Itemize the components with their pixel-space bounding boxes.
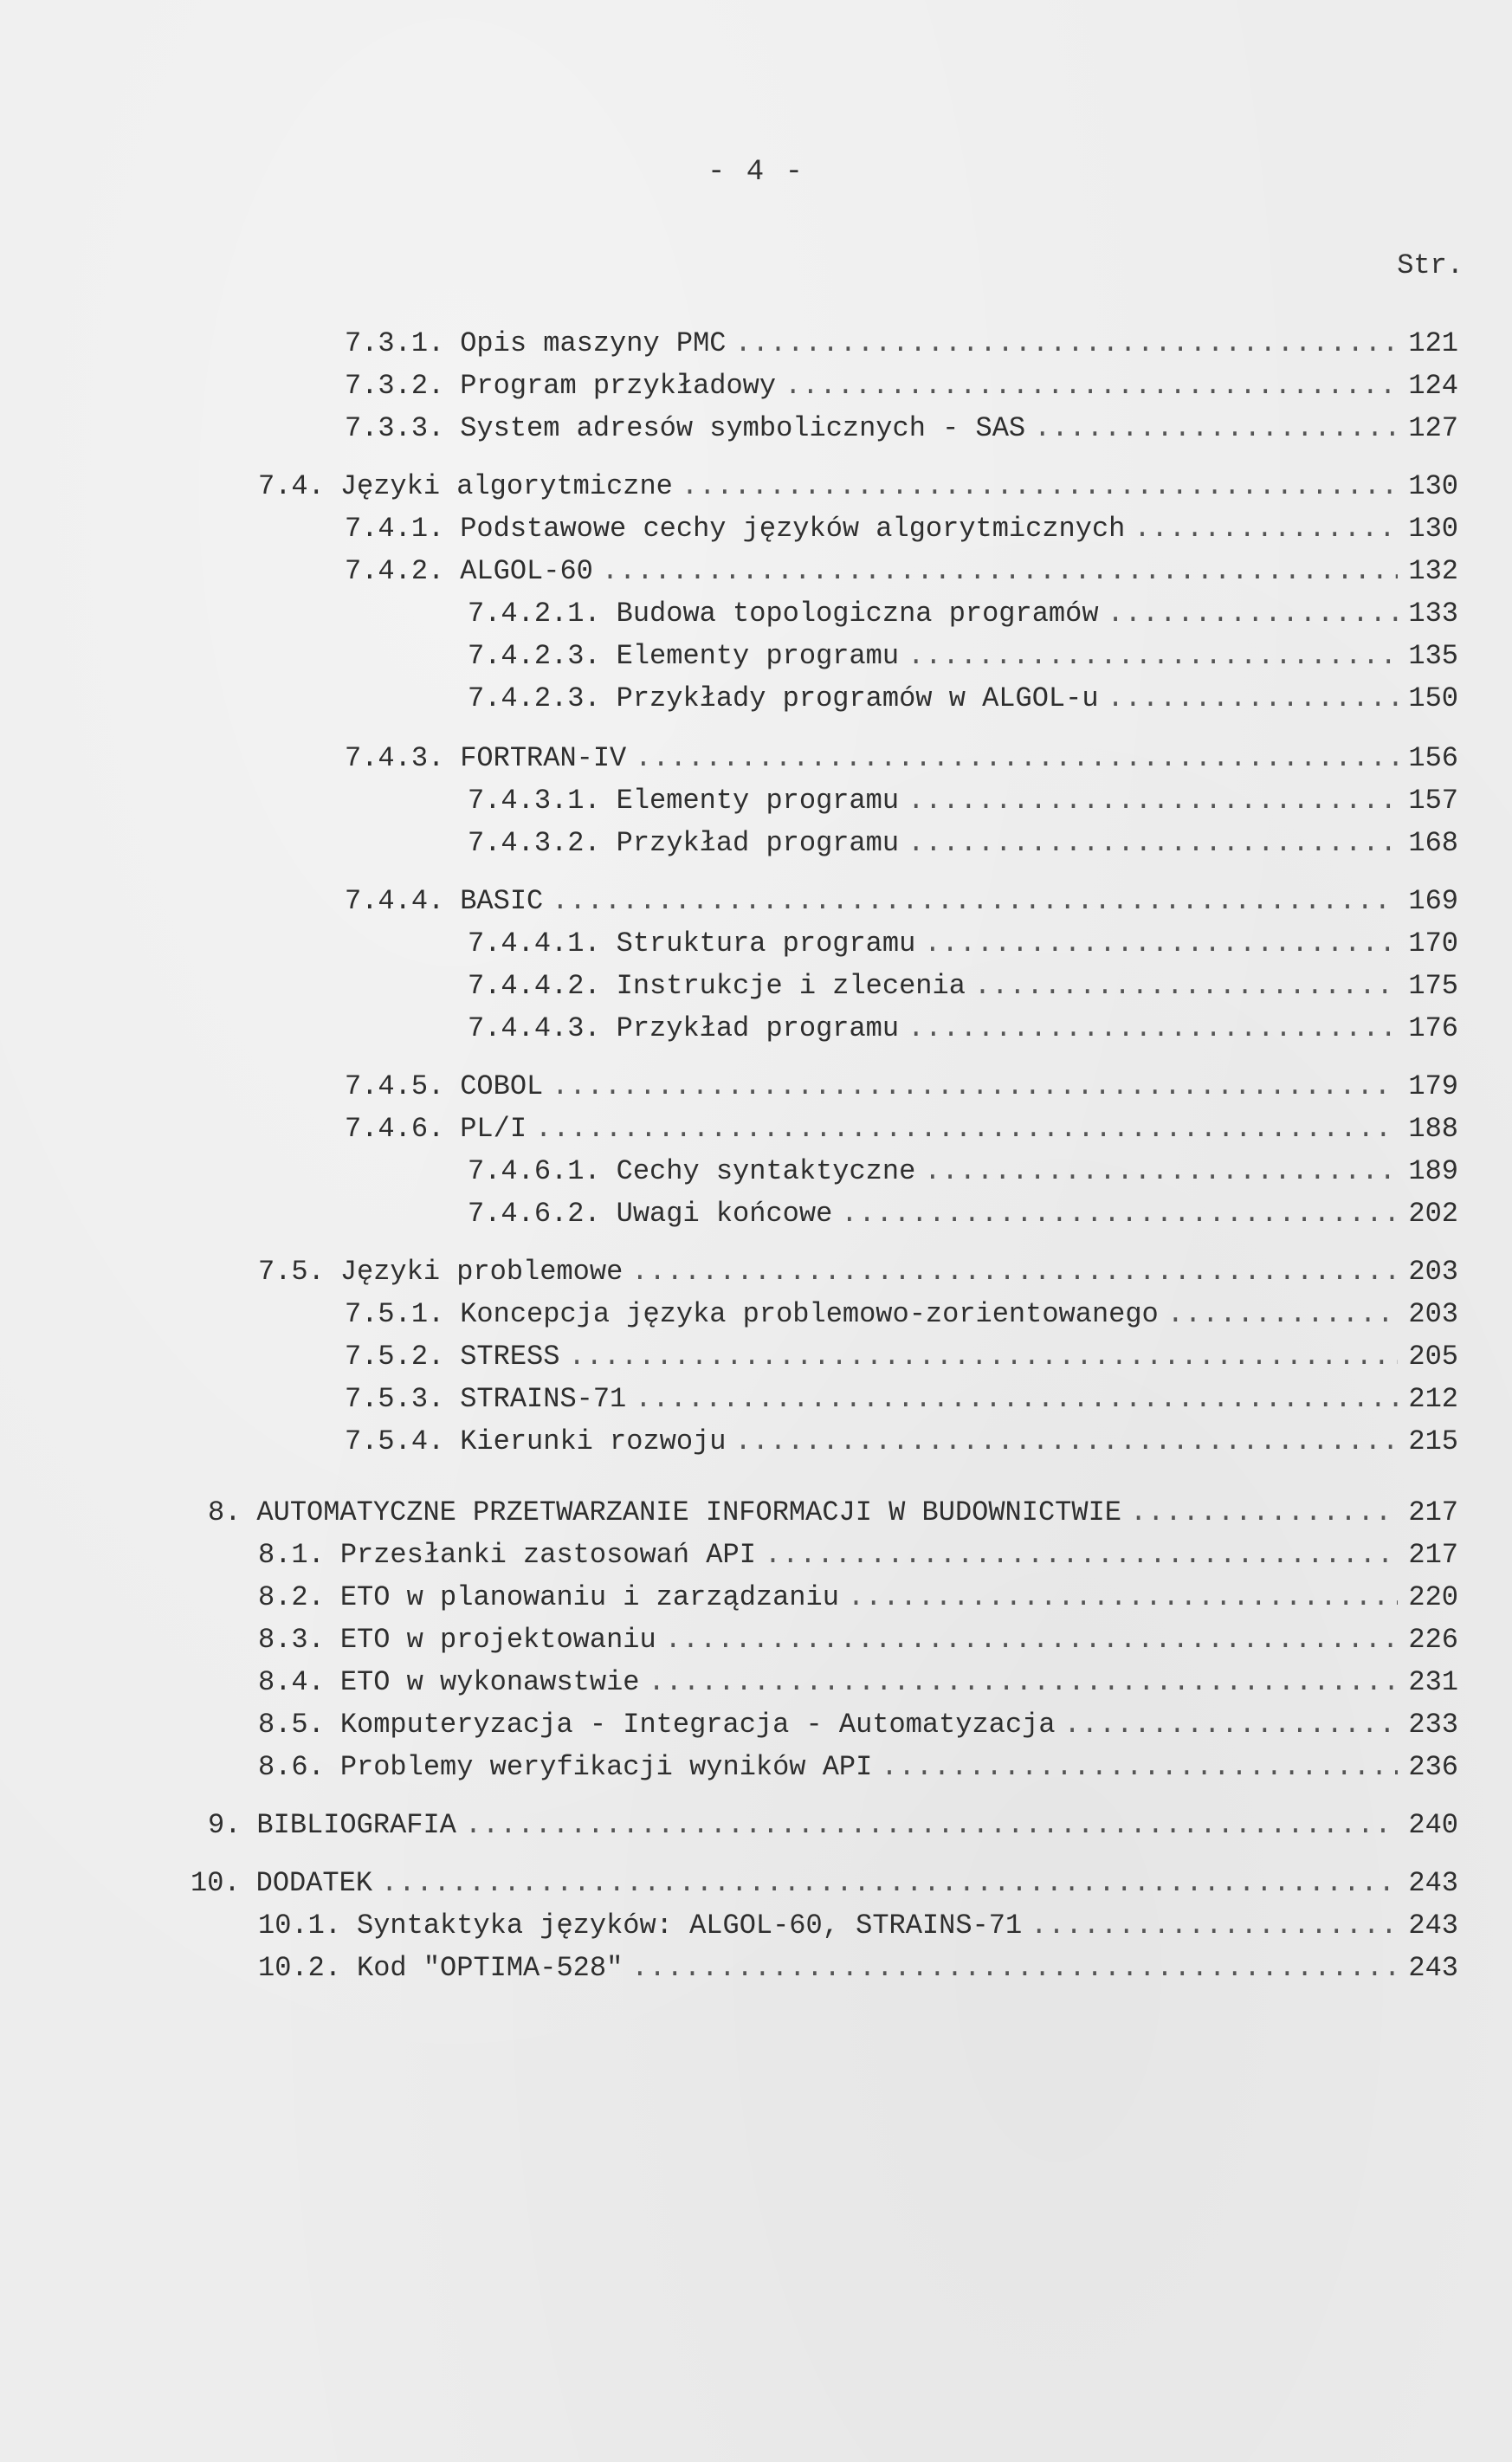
entry-number: 7.4.4.1. xyxy=(468,927,601,960)
leader-dots xyxy=(1130,1496,1398,1528)
leader-dots xyxy=(682,470,1398,502)
toc-entry xyxy=(468,1012,1458,1050)
leader-dots xyxy=(535,1113,1398,1145)
entry-number: 7.4.5. xyxy=(345,1070,445,1102)
entry-title: ETO w projektowaniu xyxy=(339,1624,656,1656)
entry-page: 203 xyxy=(1408,1298,1458,1330)
entry-page: 168 xyxy=(1408,827,1458,859)
leader-dots xyxy=(1108,598,1398,630)
entry-title: Języki problemowe xyxy=(339,1256,624,1288)
entry-title: Opis maszyny PMC xyxy=(460,327,727,359)
entry-title: Komputeryzacja - Integracja - Automatyzacja xyxy=(339,1709,1056,1741)
toc-entry xyxy=(258,1624,1458,1662)
entry-title: Uwagi końcowe xyxy=(616,1198,833,1230)
entry-page: 150 xyxy=(1408,682,1458,714)
entry-number: 7.4.6.1. xyxy=(468,1155,601,1187)
entry-title: FORTRAN-IV xyxy=(460,742,627,774)
entry-page: 243 xyxy=(1408,1910,1458,1942)
toc-entry xyxy=(258,1256,1458,1294)
entry-title: Syntaktyka języków: ALGOL-60, STRAINS-71 xyxy=(357,1910,1023,1942)
entry-page: 189 xyxy=(1408,1155,1458,1187)
leader-dots xyxy=(381,1867,1398,1899)
leader-dots xyxy=(1134,513,1398,545)
toc-entry xyxy=(468,927,1458,966)
entry-page: 124 xyxy=(1408,370,1458,402)
entry-page: 130 xyxy=(1408,513,1458,545)
entry-number: 8.2. xyxy=(258,1581,325,1613)
entry-title: Koncepcja języka problemowo-zorientowanego xyxy=(460,1298,1159,1330)
leader-dots xyxy=(765,1539,1398,1571)
entry-page: 202 xyxy=(1408,1198,1458,1230)
entry-page: 188 xyxy=(1408,1113,1458,1145)
page-number: - 4 - xyxy=(707,156,805,189)
page-column-label: Str. xyxy=(1397,249,1464,281)
leader-dots xyxy=(908,785,1398,817)
entry-page: 170 xyxy=(1408,927,1458,960)
entry-page: 132 xyxy=(1408,555,1458,587)
entry-number: 10. xyxy=(191,1867,241,1899)
entry-page: 127 xyxy=(1408,412,1458,444)
entry-title: Podstawowe cechy języków algorytmicznych xyxy=(460,513,1126,545)
entry-number: 7.5.2. xyxy=(345,1341,445,1373)
toc-entry xyxy=(345,555,1458,593)
toc-entry xyxy=(208,1809,1458,1847)
entry-number: 7.5. xyxy=(258,1256,325,1288)
leader-dots xyxy=(974,970,1398,1002)
leader-dots xyxy=(1064,1709,1398,1741)
leader-dots xyxy=(465,1809,1398,1841)
entry-number: 7.4. xyxy=(258,470,325,502)
toc-entry xyxy=(345,1383,1458,1421)
entry-number: 7.4.6. xyxy=(345,1113,445,1145)
entry-title: Kod "OPTIMA-528" xyxy=(357,1952,624,1984)
toc-entry xyxy=(468,785,1458,823)
entry-page: 121 xyxy=(1408,327,1458,359)
entry-number: 8.3. xyxy=(258,1624,325,1656)
leader-dots xyxy=(785,370,1398,402)
toc-entry xyxy=(258,1751,1458,1789)
toc-entry xyxy=(468,1155,1458,1193)
toc-entry xyxy=(345,327,1458,365)
toc-entry xyxy=(258,470,1458,508)
leader-dots xyxy=(635,1383,1398,1415)
leader-dots xyxy=(631,1952,1398,1984)
toc-entry xyxy=(258,1581,1458,1619)
entry-page: 231 xyxy=(1408,1666,1458,1698)
toc-entry xyxy=(345,1070,1458,1108)
entry-number: 7.4.2. xyxy=(345,555,445,587)
leader-dots xyxy=(1031,1910,1398,1942)
entry-number: 7.4.4.3. xyxy=(468,1012,601,1044)
toc-entry xyxy=(468,827,1458,865)
toc-entry xyxy=(345,1341,1458,1379)
entry-number: 10.1. xyxy=(258,1910,342,1942)
entry-number: 8.5. xyxy=(258,1709,325,1741)
entry-title: System adresów symbolicznych - SAS xyxy=(460,412,1026,444)
leader-dots xyxy=(734,327,1398,359)
entry-page: 233 xyxy=(1408,1709,1458,1741)
leader-dots xyxy=(631,1256,1398,1288)
toc-entry xyxy=(345,885,1458,923)
entry-page: 243 xyxy=(1408,1867,1458,1899)
toc-entry xyxy=(468,598,1458,636)
entry-number: 8. xyxy=(208,1496,242,1528)
entry-title: STRAINS-71 xyxy=(460,1383,627,1415)
entry-page: 212 xyxy=(1408,1383,1458,1415)
entry-number: 7.4.3.1. xyxy=(468,785,601,817)
toc-entry xyxy=(258,1910,1458,1948)
entry-number: 8.6. xyxy=(258,1751,325,1783)
entry-number: 7.4.4. xyxy=(345,885,445,917)
entry-title: Przesłanki zastosowań API xyxy=(339,1539,756,1571)
toc-entry xyxy=(258,1709,1458,1747)
entry-number: 7.3.2. xyxy=(345,370,445,402)
leader-dots xyxy=(924,1155,1398,1187)
leader-dots xyxy=(1108,682,1398,714)
leader-dots xyxy=(665,1624,1398,1656)
toc-entry xyxy=(258,1666,1458,1704)
leader-dots xyxy=(881,1751,1398,1783)
leader-dots xyxy=(924,927,1398,960)
toc-entry xyxy=(468,1198,1458,1236)
toc-entry xyxy=(468,682,1458,721)
entry-number: 7.4.3. xyxy=(345,742,445,774)
entry-title: AUTOMATYCZNE PRZETWARZANIE INFORMACJI W BUDOWNICTWIE xyxy=(256,1496,1121,1528)
entry-page: 156 xyxy=(1408,742,1458,774)
leader-dots xyxy=(552,1070,1398,1102)
leader-dots xyxy=(568,1341,1398,1373)
toc-entry xyxy=(345,1113,1458,1151)
toc-entry xyxy=(345,742,1458,780)
entry-number: 9. xyxy=(208,1809,242,1841)
entry-number: 7.4.3.2. xyxy=(468,827,601,859)
leader-dots xyxy=(1167,1298,1398,1330)
entry-page: 236 xyxy=(1408,1751,1458,1783)
entry-number: 7.5.1. xyxy=(345,1298,445,1330)
entry-page: 226 xyxy=(1408,1624,1458,1656)
entry-number: 8.1. xyxy=(258,1539,325,1571)
entry-number: 7.4.4.2. xyxy=(468,970,601,1002)
entry-page: 169 xyxy=(1408,885,1458,917)
toc-entry xyxy=(345,1298,1458,1336)
entry-title: Budowa topologiczna programów xyxy=(616,598,1099,630)
leader-dots xyxy=(841,1198,1398,1230)
entry-title: COBOL xyxy=(460,1070,544,1102)
entry-title: Struktura programu xyxy=(616,927,916,960)
entry-title: PL/I xyxy=(460,1113,527,1145)
toc-entry xyxy=(468,970,1458,1008)
entry-page: 220 xyxy=(1408,1581,1458,1613)
entry-page: 135 xyxy=(1408,640,1458,672)
toc-entry xyxy=(345,1425,1458,1464)
entry-title: ETO w wykonawstwie xyxy=(339,1666,640,1698)
entry-title: Cechy syntaktyczne xyxy=(616,1155,916,1187)
entry-page: 215 xyxy=(1408,1425,1458,1457)
entry-page: 175 xyxy=(1408,970,1458,1002)
entry-title: Elementy programu xyxy=(616,640,900,672)
entry-title: ETO w planowaniu i zarządzaniu xyxy=(339,1581,839,1613)
entry-number: 7.3.1. xyxy=(345,327,445,359)
entry-page: 217 xyxy=(1408,1496,1458,1528)
entry-title: STRESS xyxy=(460,1341,560,1373)
toc-entry xyxy=(345,370,1458,408)
entry-number: 7.4.1. xyxy=(345,513,445,545)
entry-title: Kierunki rozwoju xyxy=(460,1425,727,1457)
entry-title: Problemy weryfikacji wyników API xyxy=(339,1751,873,1783)
entry-number: 7.5.3. xyxy=(345,1383,445,1415)
entry-title: Przykłady programów w ALGOL-u xyxy=(616,682,1099,714)
leader-dots xyxy=(908,827,1398,859)
entry-page: 243 xyxy=(1408,1952,1458,1984)
toc-entry xyxy=(258,1952,1458,1990)
entry-number: 7.4.2.3. xyxy=(468,640,601,672)
leader-dots xyxy=(908,640,1398,672)
leader-dots xyxy=(1034,412,1398,444)
entry-title: Języki algorytmiczne xyxy=(339,470,673,502)
toc-entry xyxy=(258,1539,1458,1577)
toc-entry xyxy=(345,513,1458,551)
entry-title: Instrukcje i zlecenia xyxy=(616,970,966,1002)
leader-dots xyxy=(734,1425,1398,1457)
entry-number: 7.4.2.1. xyxy=(468,598,601,630)
leader-dots xyxy=(648,1666,1398,1698)
leader-dots xyxy=(848,1581,1398,1613)
entry-number: 7.5.4. xyxy=(345,1425,445,1457)
entry-title: Program przykładowy xyxy=(460,370,777,402)
entry-number: 7.4.2.3. xyxy=(468,682,601,714)
entry-title: Elementy programu xyxy=(616,785,900,817)
entry-page: 133 xyxy=(1408,598,1458,630)
entry-title: DODATEK xyxy=(255,1867,373,1899)
entry-title: ALGOL-60 xyxy=(460,555,593,587)
toc-entry xyxy=(191,1867,1458,1905)
leader-dots xyxy=(908,1012,1398,1044)
entry-page: 176 xyxy=(1408,1012,1458,1044)
entry-title: BASIC xyxy=(460,885,544,917)
entry-page: 240 xyxy=(1408,1809,1458,1841)
entry-number: 7.4.6.2. xyxy=(468,1198,601,1230)
entry-page: 205 xyxy=(1408,1341,1458,1373)
entry-title: Przykład programu xyxy=(616,827,900,859)
entry-number: 8.4. xyxy=(258,1666,325,1698)
entry-page: 130 xyxy=(1408,470,1458,502)
entry-title: Przykład programu xyxy=(616,1012,900,1044)
entry-number: 10.2. xyxy=(258,1952,342,1984)
entry-page: 203 xyxy=(1408,1256,1458,1288)
entry-page: 157 xyxy=(1408,785,1458,817)
toc-entry xyxy=(468,640,1458,678)
entry-number: 7.3.3. xyxy=(345,412,445,444)
entry-page: 179 xyxy=(1408,1070,1458,1102)
leader-dots xyxy=(635,742,1398,774)
toc-entry xyxy=(208,1496,1458,1535)
entry-title: BIBLIOGRAFIA xyxy=(256,1809,456,1841)
leader-dots xyxy=(602,555,1398,587)
leader-dots xyxy=(552,885,1398,917)
toc-entry xyxy=(345,412,1458,450)
entry-page: 217 xyxy=(1408,1539,1458,1571)
